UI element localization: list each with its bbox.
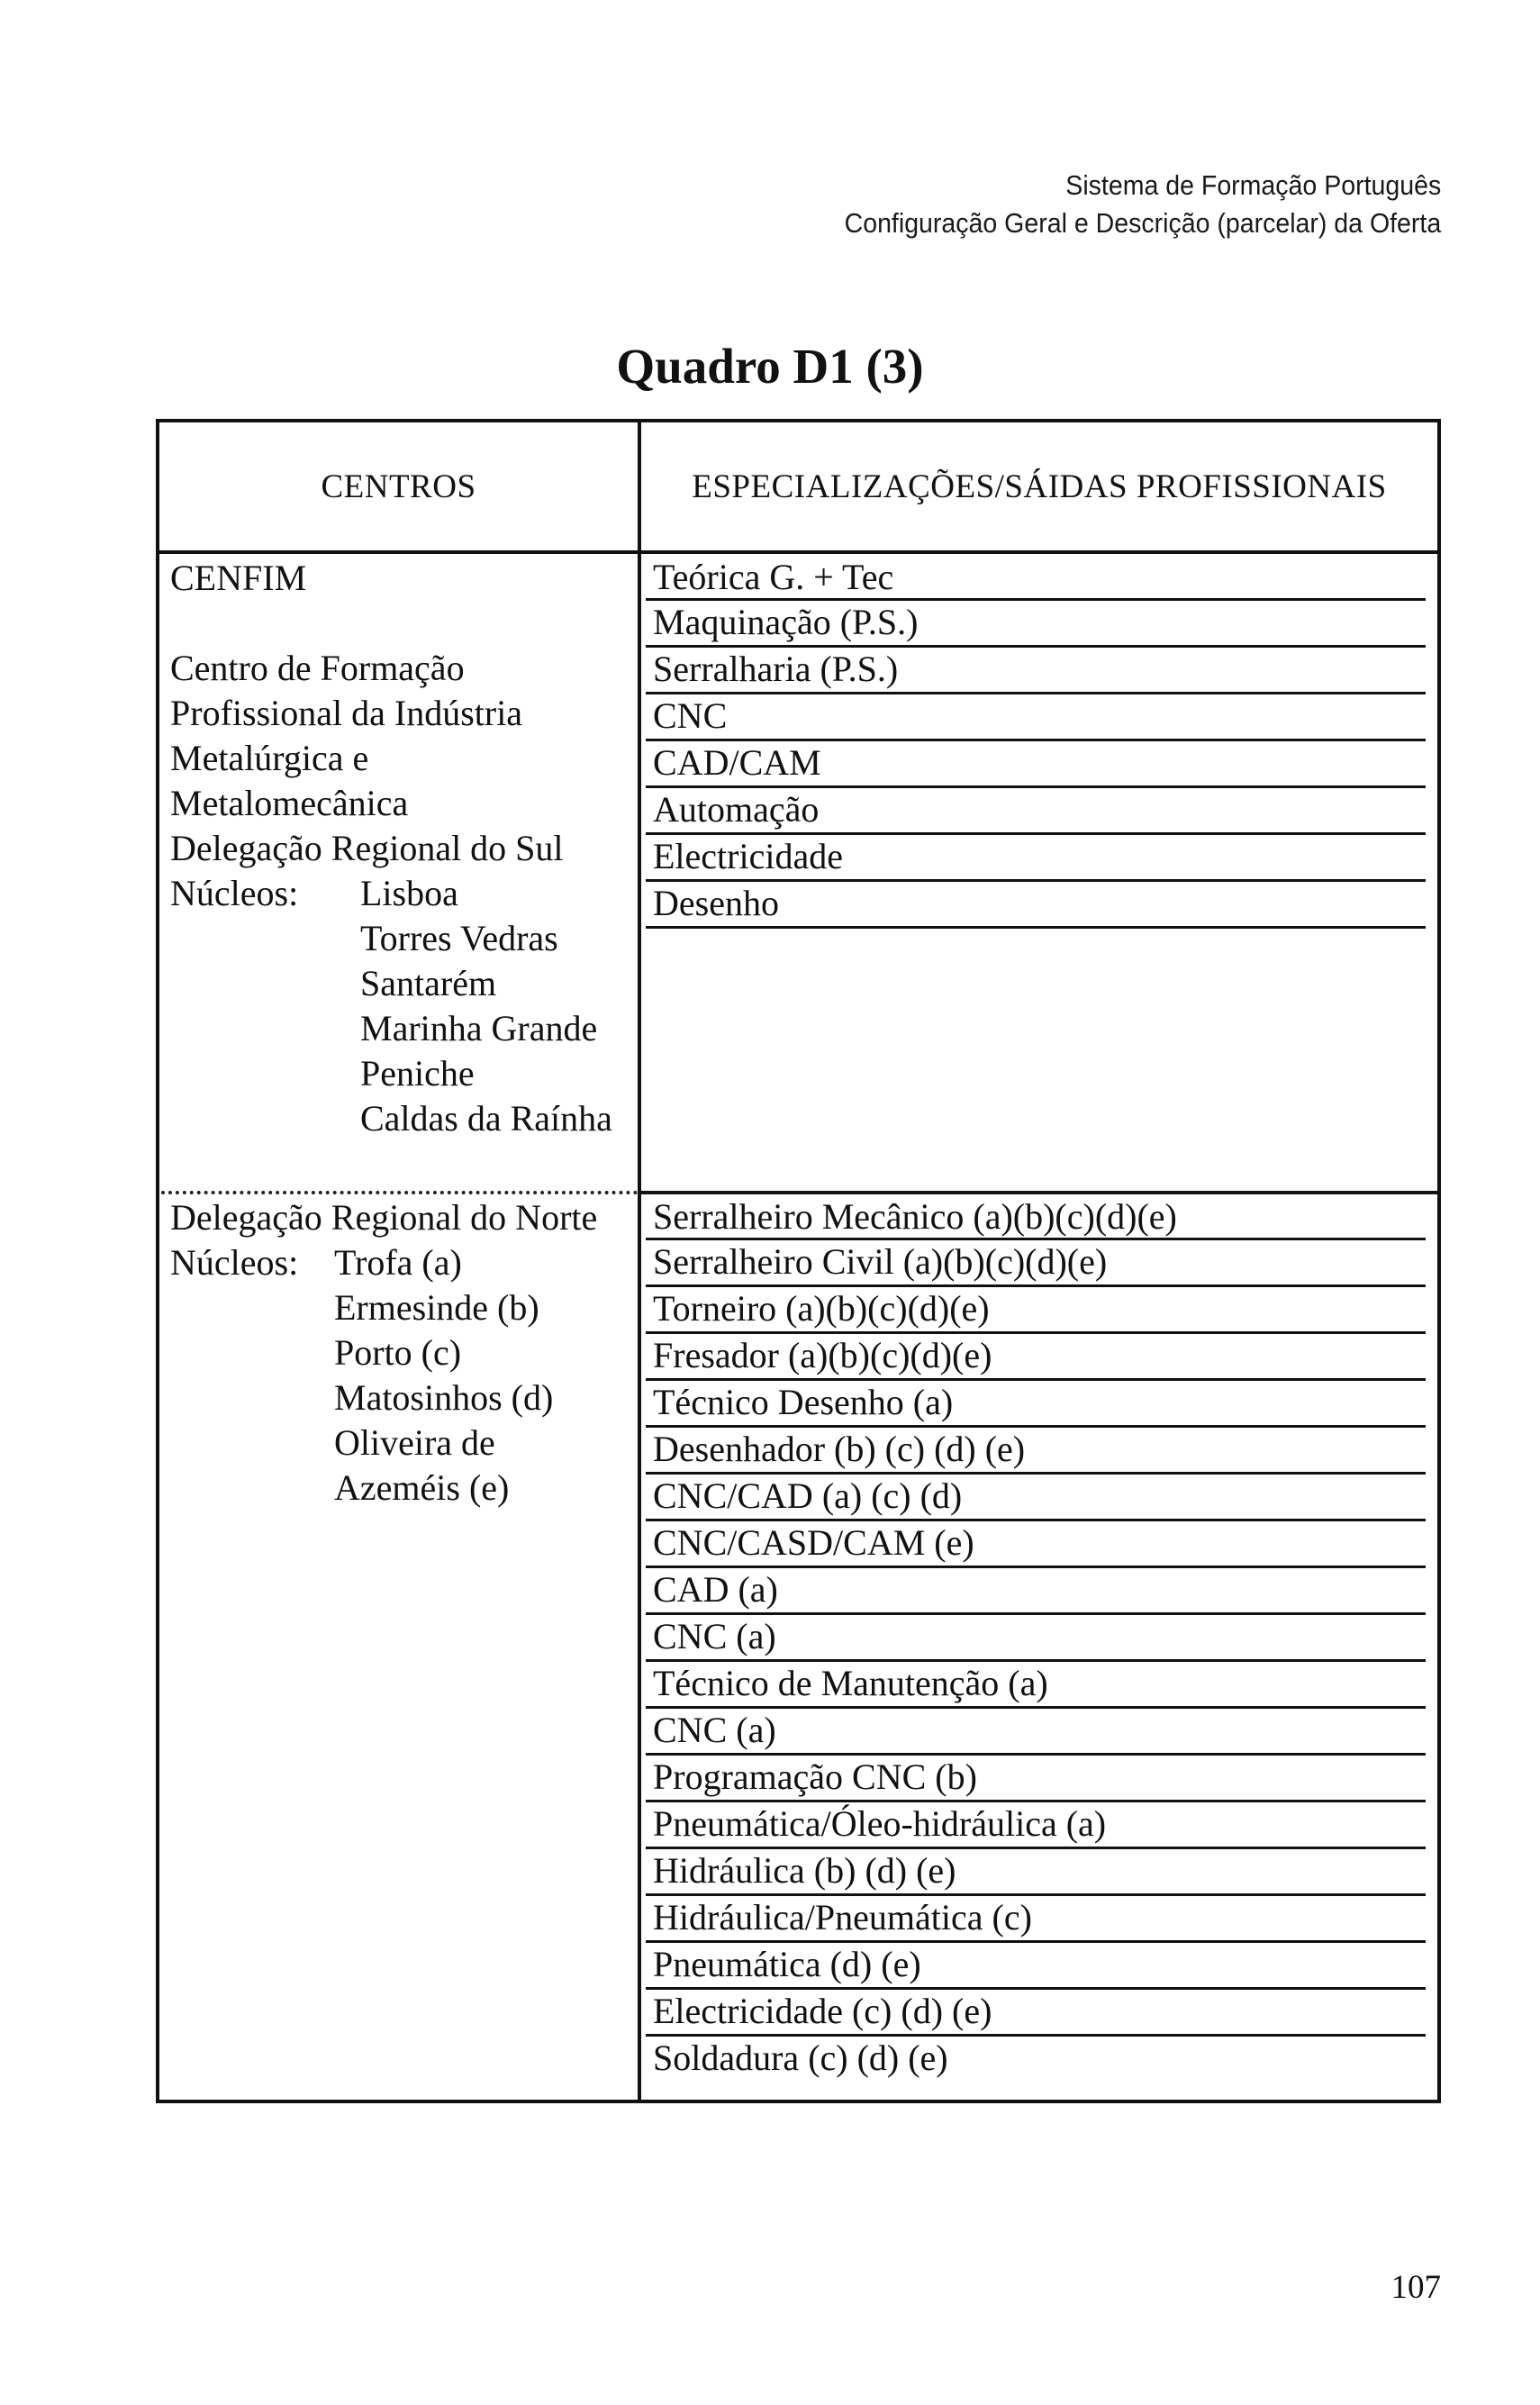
nucleo-item: Marinha Grande <box>360 1008 598 1048</box>
description-line: Profissional da Indústria <box>170 693 523 733</box>
nucleos-list-norte <box>334 1240 553 1511</box>
cenfim-name: CENFIM <box>170 558 307 598</box>
description-line: Centro de Formação <box>170 648 465 688</box>
spec-item: CNC/CASD/CAM (e) <box>646 1521 1426 1568</box>
spec-item: Técnico de Manutenção (a) <box>646 1662 1426 1709</box>
spec-item: CNC/CAD (a) (c) (d) <box>646 1475 1426 1521</box>
nucleo-item: Santarém <box>360 963 497 1003</box>
spec-item: CAD (a) <box>646 1568 1426 1615</box>
spec-item: Electricidade (c) (d) (e) <box>646 1990 1426 2037</box>
spec-item: CNC <box>646 694 1426 741</box>
offer-table <box>156 419 1441 2103</box>
nucleo-item: Azeméis (e) <box>334 1467 510 1508</box>
section-dotted-divider <box>161 1191 638 1194</box>
spec-item: Desenhador (b) (c) (d) (e) <box>646 1428 1426 1475</box>
nucleo-item: Ermesinde (b) <box>334 1287 539 1328</box>
spec-item: CNC (a) <box>646 1709 1426 1756</box>
nucleos-label-norte: Núcleos: <box>170 1242 299 1283</box>
spec-list-sul <box>646 556 1426 929</box>
spec-item: Serralheiro Civil (a)(b)(c)(d)(e) <box>646 1240 1426 1287</box>
column-divider <box>638 422 641 2100</box>
nucleo-item: Caldas da Raínha <box>360 1098 612 1139</box>
header-line-1: Sistema de Formação Português <box>1065 169 1441 201</box>
spec-item: Torneiro (a)(b)(c)(d)(e) <box>646 1287 1426 1334</box>
spec-item: Pneumática (d) (e) <box>646 1943 1426 1990</box>
spec-item: Fresador (a)(b)(c)(d)(e) <box>646 1334 1426 1381</box>
header-line-2: Configuração Geral e Descrição (parcelar) da Oferta <box>844 207 1441 239</box>
delegacao-norte: Delegação Regional do Norte <box>170 1197 598 1238</box>
spec-item: CNC (a) <box>646 1615 1426 1662</box>
nucleo-item: Matosinhos (d) <box>334 1377 554 1418</box>
spec-item: Serralheiro Mecânico (a)(b)(c)(d)(e) <box>646 1195 1426 1240</box>
section2-rule <box>638 1191 1437 1194</box>
nucleo-item: Trofa (a) <box>334 1242 462 1283</box>
nucleos-label-sul: Núcleos: <box>170 873 299 913</box>
spec-item: Serralharia (P.S.) <box>646 648 1426 694</box>
spec-item: Soldadura (c) (d) (e) <box>653 2037 948 2078</box>
page-number: 107 <box>1391 2269 1441 2306</box>
header-rule <box>159 550 1437 554</box>
spec-item: Programação CNC (b) <box>646 1756 1426 1802</box>
nucleo-item: Porto (c) <box>334 1332 462 1373</box>
nucleo-item: Peniche <box>360 1053 475 1094</box>
nucleo-item: Torres Vedras <box>360 918 558 958</box>
spec-list-norte <box>646 1195 1426 2083</box>
spec-item: Hidráulica (b) (d) (e) <box>646 1849 1426 1896</box>
description-line: Metalomecânica <box>170 783 409 823</box>
spec-item: Desenho <box>646 882 1426 929</box>
col-header-centros: CENTROS <box>321 467 476 505</box>
spec-item: Técnico Desenho (a) <box>646 1381 1426 1428</box>
spec-item: Automação <box>646 788 1426 835</box>
nucleos-list-sul <box>360 871 612 1141</box>
running-header <box>844 167 1441 242</box>
col-header-especializacoes: ESPECIALIZAÇÕES/SÁIDAS PROFISSIONAIS <box>692 467 1387 505</box>
page-title: Quadro D1 (3) <box>616 339 924 394</box>
spec-item: Electricidade <box>646 835 1426 882</box>
nucleo-item: Lisboa <box>360 873 458 913</box>
spec-item: Pneumática/Óleo-hidráulica (a) <box>646 1802 1426 1849</box>
nucleo-item: Oliveira de <box>334 1422 495 1463</box>
description-line: Delegação Regional do Sul <box>170 828 564 868</box>
spec-item: Maquinação (P.S.) <box>646 601 1426 648</box>
spec-item: CAD/CAM <box>646 741 1426 788</box>
cenfim-description <box>170 646 564 871</box>
spec-item: Hidráulica/Pneumática (c) <box>646 1896 1426 1943</box>
description-line: Metalúrgica e <box>170 738 369 778</box>
spec-item: Teórica G. + Tec <box>646 556 1426 601</box>
